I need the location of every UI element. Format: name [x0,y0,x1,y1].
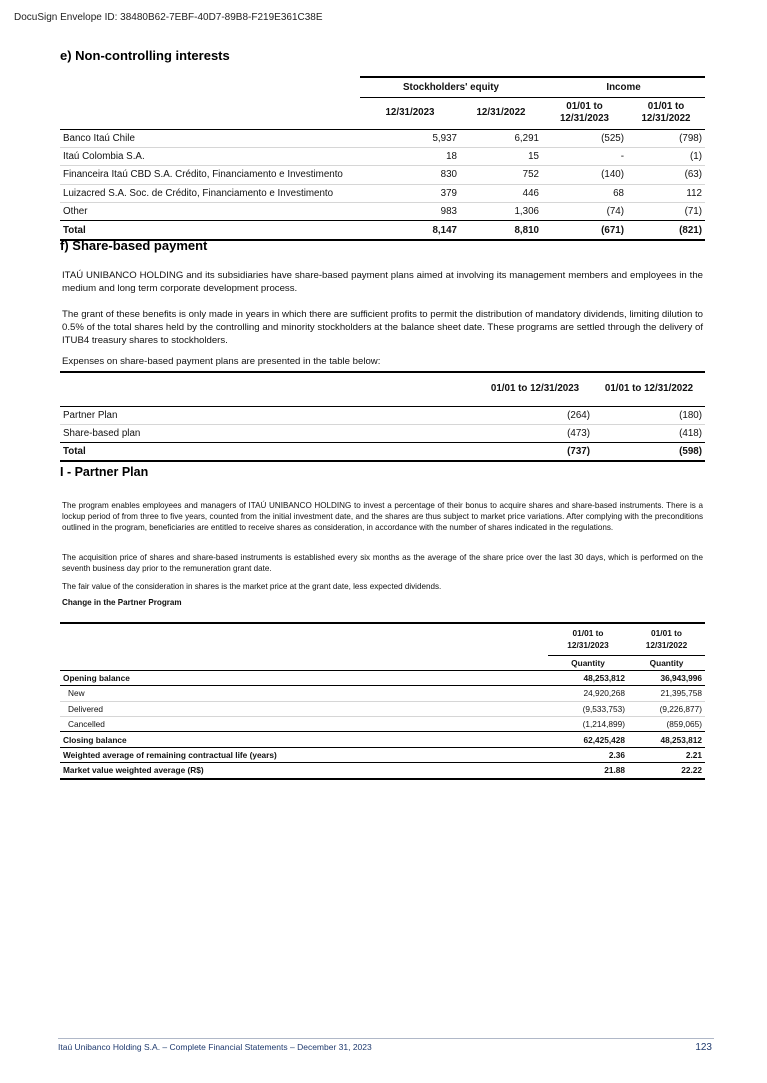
cell-value: (821) [627,221,705,240]
cell-value: 48,253,812 [628,732,705,747]
cell-value: 21,395,758 [628,686,705,701]
non-controlling-table [60,76,705,241]
total-row [60,221,705,240]
paragraph: Expenses on share-based payment plans are presented in the table below: [62,356,381,367]
cell-value: 6,291 [460,129,542,147]
quantity-header: Quantity [628,655,705,670]
group-header-income: Income [542,77,705,97]
cell-value: 752 [460,166,542,184]
total-row [60,442,705,461]
cell-value: 983 [360,203,460,221]
page-number: 123 [695,1042,712,1053]
table-row [60,686,705,701]
col-header-2022: 12/31/2022 [460,97,542,129]
col-header-line2: 12/31/2022 [645,640,688,651]
paragraph: ITAÚ UNIBANCO HOLDING and its subsidiaries have share-based payment plans aimed at involving its management members and employees in the medium and long term corporate development process. [62,270,703,294]
cell-value: 15 [460,147,542,165]
paragraph: The fair value of the consideration in shares is the market price at the grant date, less expected dividends. [62,582,442,591]
table-row [60,166,705,184]
paragraph: The program enables employees and managers of ITAÚ UNIBANCO HOLDING to invest a percentage of their bonus to acquire shares and share-based instruments. There is a lockup period of from three to five years, counted from the initial investment date, and the shares are thus subject to market price variations. After complying with the preconditions outlined in the program, beneficiaries are entitled to receive shares as consideration, in accordance with the number of shares indicated in the regulations. [62,501,703,533]
cell-value: 2.36 [548,747,628,762]
cell-value: 21.88 [548,763,628,779]
cell-value: 112 [627,184,705,202]
row-label: Itaú Colombia S.A. [60,147,360,165]
cell-value: (859,065) [628,717,705,732]
cell-value: (140) [542,166,627,184]
row-label: Financeira Itaú CBD S.A. Crédito, Financiamento e Investimento [60,166,360,184]
footer-divider [58,1038,714,1039]
col-header-income-2023 [542,97,627,129]
footer-text: Itaú Unibanco Holding S.A. – Complete Financial Statements – December 31, 2023 [58,1042,372,1052]
group-header-equity: Stockholders' equity [360,77,542,97]
cell-value: 68 [542,184,627,202]
row-label: Share-based plan [60,424,477,442]
cell-value: (9,533,753) [548,701,628,716]
cell-value: 62,425,428 [548,732,628,747]
row-label: Other [60,203,360,221]
table-row [60,203,705,221]
row-label: Market value weighted average (R$) [60,763,548,779]
row-label: Total [60,442,477,461]
row-label: New [60,686,548,701]
col-header-line1: 01/01 to [572,628,604,639]
row-label: Opening balance [60,670,548,685]
share-based-expenses-table [60,371,705,462]
cell-value: (63) [627,166,705,184]
table-row [60,670,705,685]
col-header-2023 [548,623,628,655]
col-header-2022: 01/01 to 12/31/2022 [593,372,705,406]
cell-value: 36,943,996 [628,670,705,685]
col-header-line1: 01/01 to [647,101,685,112]
row-label: Partner Plan [60,406,477,424]
row-label: Luizacred S.A. Soc. de Crédito, Financiamento e Investimento [60,184,360,202]
partner-program-table [60,622,705,780]
quantity-header: Quantity [548,655,628,670]
envelope-id: DocuSign Envelope ID: 38480B62-7EBF-40D7-89B8-F219E361C38E [14,12,323,23]
table-row [60,701,705,716]
col-header-line1: 01/01 to [566,101,603,112]
cell-value: 1,306 [460,203,542,221]
paragraph: The grant of these benefits is only made in years in which there are sufficient profits to permit the distribution of mandatory dividends, limiting dilution to 0.5% of the total shares held by the controlling and minority stockholders at the balance sheet date. These programs are settled through the delivery of ITUB4 treasury shares to stockholders. [62,309,703,346]
cell-value: (74) [542,203,627,221]
cell-value: (1) [627,147,705,165]
row-label: Delivered [60,701,548,716]
cell-value: - [542,147,627,165]
cell-value: (180) [593,406,705,424]
row-label: Total [60,221,360,240]
cell-value: (71) [627,203,705,221]
table-row [60,129,705,147]
cell-value: 18 [360,147,460,165]
table-row [60,747,705,762]
cell-value: (598) [593,442,705,461]
cell-value: (525) [542,129,627,147]
col-header-line1: 01/01 to [651,628,682,639]
cell-value: (671) [542,221,627,240]
cell-value: 8,810 [460,221,542,240]
table-row [60,424,705,442]
table-row [60,184,705,202]
cell-value: (264) [477,406,593,424]
row-label: Closing balance [60,732,548,747]
heading-share-based: f) Share-based payment [60,238,208,253]
col-header-line2: 12/31/2023 [567,640,609,651]
cell-value: (1,214,899) [548,717,628,732]
cell-value: 22.22 [628,763,705,779]
table-row [60,732,705,747]
cell-value: (9,226,877) [628,701,705,716]
col-header-line2: 12/31/2022 [641,113,691,124]
table-row [60,763,705,779]
cell-value: (473) [477,424,593,442]
cell-value: (418) [593,424,705,442]
row-label: Weighted average of remaining contractual life (years) [60,747,548,762]
subheading-change-partner: Change in the Partner Program [62,598,182,607]
heading-non-controlling: e) Non-controlling interests [60,48,230,63]
cell-value: 8,147 [360,221,460,240]
col-header-income-2022 [627,97,705,129]
cell-value: 446 [460,184,542,202]
table-row [60,406,705,424]
row-label: Cancelled [60,717,548,732]
table-row [60,147,705,165]
cell-value: 830 [360,166,460,184]
col-header-2022 [628,623,705,655]
col-header-line2: 12/31/2023 [559,113,610,124]
cell-value: 2.21 [628,747,705,762]
row-label: Banco Itaú Chile [60,129,360,147]
col-header-2023: 01/01 to 12/31/2023 [477,372,593,406]
col-header-2023: 12/31/2023 [360,97,460,129]
paragraph: The acquisition price of shares and share-based instruments is established every six months as the average of the share price over the last 30 days, which is performed on the seventh business day prior to the remuneration grant date. [62,553,703,574]
cell-value: 5,937 [360,129,460,147]
cell-value: 24,920,268 [548,686,628,701]
cell-value: (798) [627,129,705,147]
cell-value: 379 [360,184,460,202]
cell-value: (737) [477,442,593,461]
heading-partner-plan: I - Partner Plan [60,465,149,479]
cell-value: 48,253,812 [548,670,628,685]
table-row [60,717,705,732]
